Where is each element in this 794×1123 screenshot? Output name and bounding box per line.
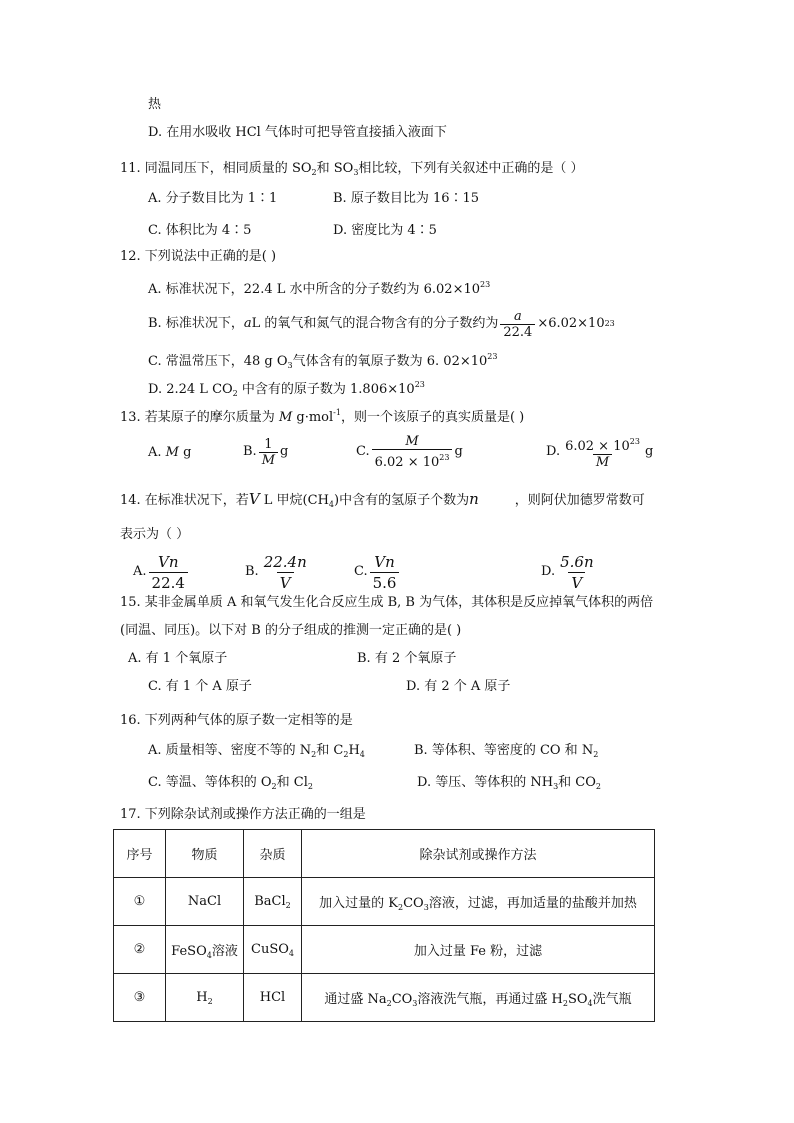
text: 6.02 × 10 [374,455,440,470]
sup: 23 [604,319,615,328]
q14-option-d [541,550,599,594]
q14-stem [120,490,645,514]
q14-option-c [354,550,401,594]
text: 热 [148,97,162,112]
sup: 23 [629,437,640,446]
text: D. [546,444,561,459]
den: V [277,572,294,593]
q11-option-b: B. 原子数目比为 16∶15 [333,191,480,206]
sub: 3 [412,998,418,1008]
text: C. [354,564,368,579]
header-cell: 杂质 [244,830,302,878]
q16-option-d [417,774,601,796]
num: M [405,434,419,449]
prev-question-tail [148,96,161,114]
sup: 23 [439,453,450,462]
q11-stem [120,160,584,182]
text: 13. 若某原子的摩尔质量为 [120,410,279,425]
prev-option-d [148,124,447,142]
fraction [500,309,535,340]
header-cell: 物质 [166,830,244,878]
q15-stem-line2: (同温、同压)。以下对 B 的分子组成的推测一定正确的是( ) [120,623,462,638]
substance-cell [166,926,244,974]
row-number: ② [114,926,166,974]
text: 气体含有的氧原子数为 6. 02×10 [292,354,488,369]
sub: 2 [271,782,277,791]
text: SO [567,991,588,1007]
header-cell: 除杂试剂或操作方法 [302,830,655,878]
sub: 2 [593,750,599,759]
text: C. [356,444,370,459]
text: BaCl [254,893,286,909]
text: L 甲烷(CH [259,493,329,508]
text: g·mol [292,410,334,425]
text: D. [541,564,556,579]
sub: 3 [423,902,429,912]
text: 溶液，过滤，再加适量的盐酸并加热 [428,895,637,911]
q13-option-a [148,444,191,462]
purification-table [113,829,655,1022]
var: M [278,410,293,425]
header-cell: 序号 [114,830,166,878]
text: C. 等温、等体积的 O [148,775,272,790]
q15-option-b: B. 有 2 个氧原子 [357,651,457,666]
sub: 2 [207,996,213,1006]
q13-option-b [243,434,288,470]
sub: 4 [206,950,212,960]
q14-stem-line2: 表示为（ ） [120,527,190,542]
fraction [261,552,310,593]
var: V [248,490,260,508]
text: L 的氧气和氮气的混合物含有的分子数约为 [251,316,499,331]
sub: 4 [359,750,365,759]
den: 22.4 [149,572,188,593]
text: CO [391,991,413,1007]
table-row [114,926,655,974]
num: 1 [264,436,273,452]
text: 洗气瓶 [592,991,632,1007]
text: 中含有的原子数为 1.806×10 [237,382,415,397]
q12-option-c [148,348,497,375]
sub: 3 [553,782,559,791]
method-cell: 加入过量 Fe 粉，过滤 [302,926,655,974]
text: 和 SO [316,161,354,176]
q13-stem [120,404,524,427]
q11-option-a: A. 分子数目比为 1∶1 [148,191,278,206]
text: H [196,989,208,1005]
text: C. 常温常压下，48 g O [148,354,288,369]
sub: 2 [311,168,317,177]
text: B. [245,564,259,579]
q13-option-c [356,434,463,470]
text: 6.02 × 10 [565,439,630,454]
q16-option-c [148,774,313,796]
var: M [165,445,179,460]
sub: 2 [595,782,602,791]
impurity-cell [244,926,302,974]
row-number: ③ [114,974,166,1022]
text: 和 CO [558,775,596,790]
text: 和 C [316,743,344,758]
substance-cell [166,974,244,1022]
q12-stem: 12. 下列说法中正确的是( ) [120,249,277,264]
q14-option-a [133,550,190,594]
method-cell [302,974,655,1022]
sup: 23 [487,352,498,361]
sub: 3 [353,168,359,177]
sup: 23 [414,380,425,389]
row-number: ① [114,878,166,926]
text: CO [403,895,424,911]
text: g [454,444,463,459]
substance-cell: NaCl [166,878,244,926]
sub: 2 [343,750,349,759]
text: A. [133,564,147,579]
text: 14. 在标准状况下，若 [120,493,249,508]
q15-stem-line1: 15. 某非金属单质 A 和氧气发生化合反应生成 B, B 为气体，其体积是反应掉氧气体积的两倍 [120,595,654,610]
text: 溶液洗气瓶，再通过盛 H [417,991,563,1007]
text: ，则阿伏加德罗常数可 [514,493,645,508]
q16-option-b [414,742,598,764]
text: 通过盛 Na [324,991,387,1007]
sub: 2 [307,782,313,791]
text: B. 等体积、等密度的 CO 和 N [414,743,594,758]
sub: 2 [232,389,238,398]
sub: 2 [285,900,291,910]
var: n [469,490,479,508]
fraction [557,552,597,593]
text: A. 质量相等、密度不等的 N [148,743,312,758]
text: 和 Cl [276,775,308,790]
q14-option-b [245,550,312,594]
text: 11. 同温同压下，相同质量的 SO [120,161,312,176]
den: 5.6 [370,572,400,593]
var: a [243,316,252,331]
sub: 2 [398,902,404,912]
table-row [114,878,655,926]
text: FeSO [171,943,207,959]
num: 5.6n [560,552,594,571]
table-header-row [114,830,655,878]
sub: 2 [386,998,392,1008]
text: A. 标准状况下，22.4 L 水中所含的分子数约为 6.02×10 [148,282,481,297]
q13-option-d [546,434,653,470]
text: H [348,743,360,758]
den: M [259,452,278,468]
text: A. [148,445,166,460]
text: 加入过量的 K [319,895,399,911]
q15-option-a: A. 有 1 个氧原子 [128,651,228,666]
sub: 4 [288,948,294,958]
sup: -1 [333,408,341,417]
text: ×6.02×10 [537,316,605,331]
text: D. 等压、等体积的 NH [417,775,554,790]
impurity-cell: HCl [244,974,302,1022]
sup: 23 [480,280,491,289]
num [562,434,643,454]
text: 溶液 [211,943,238,959]
text: CuSO [251,941,289,957]
text: D. 在用水吸收 HCl 气体时可把导管直接插入液面下 [148,125,447,140]
sub: 3 [287,361,293,370]
q17-stem: 17. 下列除杂试剂或操作方法正确的一组是 [120,807,366,822]
fraction [370,552,400,593]
text: )中含有的氢原子个数为 [334,493,470,508]
fraction [259,437,278,468]
impurity-cell [244,878,302,926]
text: 相比较，下列有关叙述中正确的是（ ） [358,161,584,176]
text: g [644,444,654,459]
q15-option-c: C. 有 1 个 A 原子 [148,679,252,694]
q12-option-a [148,276,490,299]
q16-option-a [148,742,365,764]
q11-option-d: D. 密度比为 4∶5 [333,223,437,238]
q12-option-d [148,376,425,403]
text: ，则一个该原子的真实质量是( ) [340,410,525,425]
q11-option-c: C. 体积比为 4∶5 [148,223,252,238]
table-row [114,974,655,1022]
num: a [513,308,522,324]
num: 22.4n [263,552,307,571]
fraction [562,434,643,470]
den: M [593,454,612,470]
q16-stem: 16. 下列两种气体的原子数一定相等的是 [120,713,353,728]
q12-option-b [148,306,615,342]
sub: 2 [562,998,568,1008]
text: D. 2.24 L CO [148,382,233,397]
fraction [149,552,188,593]
num: Vn [157,552,179,571]
den: V [568,572,585,593]
den [372,449,453,470]
text: g [280,444,289,459]
den: 22.4 [500,324,535,340]
sub: 2 [311,750,317,759]
q15-option-d: D. 有 2 个 A 原子 [406,679,511,694]
text: B. 标准状况下， [148,316,244,331]
sub: 4 [328,500,335,509]
sub: 4 [587,998,593,1008]
text: B. [243,444,257,459]
num: Vn [374,552,395,571]
text: g [178,445,192,460]
fraction [372,434,453,470]
method-cell [302,878,655,926]
